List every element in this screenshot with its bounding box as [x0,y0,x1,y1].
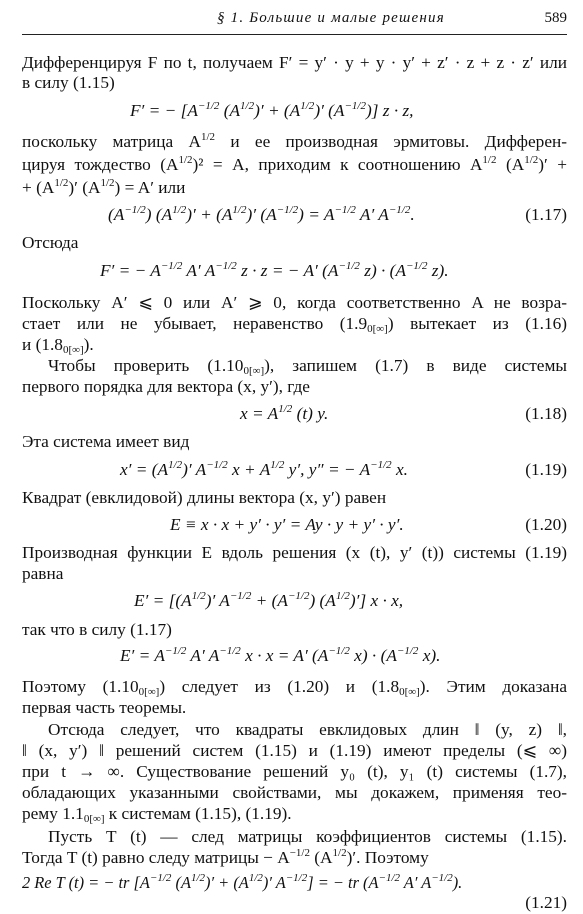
text-line: в силу (1.15) [22,73,115,92]
text-line: Пусть T (t) — след матрицы коэффициентов системы (1.15). [48,827,567,846]
text-line: Поэтому $(1.10_{0[\infty]})$ следует из (1.20) и $(1.8_{0[\infty]})$. Этим доказана [22,677,568,698]
text-line: так что в силу (1.17) [22,620,172,639]
text-line: Отсюда [22,233,79,252]
text-line: Производная функции E вдоль решения (x (t), y′ (t)) системы (1.19) [22,543,567,562]
running-title: § 1. Большие и малые решения [217,10,445,26]
text-line: первая часть теоремы. [22,698,187,717]
text-line: цируя тождество $(A^{1/2})^2 = A$, приходим к соотношению $A^{1/2}$ $(A^{1/2})'$ + [22,154,567,174]
text-line: Квадрат (евклидовой) длины вектора (x, y′) равен [22,488,387,507]
text-line: ‖ (x, y′) ‖ решений систем (1.15) и (1.19) имеют пределы (⩽ ∞) [22,741,567,760]
book-page: § 1. Большие и малые решения 589 Дифференцируя F по t, получаем F′ = y′ · y + y · y′ + z′ · z + z · z′ или в силу (1.15) F′ = − [$A^{-1/2}$ $(A^{1/2})' + (A^{1/2})'$ $(A^{-1/2})$] z · z, поскольку матрица $A^{1/2}$ и ее производная эрмитовы. Дифферен- цируя тождество $(A^{1/2})^2 = A$, приходим к соотношению $A^{1/2}$ $(A^{1/2})'$ + + $(A^{1/2})'$ $(A^{1/2}) = A'$ или $(A^{-1/2}) (A^{1/2})' + (A^{1/2})'$ $(A^{-1/2}) = A^{-1/2}$ A′ $A^{-1/2}$. (1.17) Отсюда F′ = − $A^{-1/2}$ A′ $A^{-1/2}$ z · z = − A′ ($A^{-1/2}$ $z) \cdot (A^{-1/2}$ z). Поскольку A′ ⩽ 0 или A′ ⩾ 0, когда соответственно A не возра- стает или не убывает, неравенство $(1.9_{0[\infty]})$ вытекает из (1.16) и $(1.8_{0[\infty]})$. Чтобы проверить $(1.10_{0[\infty]})$, запишем (1.7) в виде системы первого порядка для вектора (x, y′), где $x = A^{1/2}$ (t) y. (1.18) Эта система имеет вид $x' = (A^{1/2})'$ $A^{-1/2}$ $x + A^{1/2}$ y′, y″ = − $A^{-1/2}$ x. (1.19) Квадрат (евклидовой) длины вектора (x, y′) равен E ≡ x · x + y′ · y′ = Ay · y + y′ · y′. (1.20) Производная функции E вдоль решения (x (t), y′ (t)) системы (1.19) равна $E' = [(A^{1/2})'$ $A^{-1/2} + (A^{-1/2})$ $(A^{1/2})'$] x · x, так что в силу (1.17) $E' = A^{-1/2}$ A′ $A^{-1/2}$ x · x = A′ ($A^{-1/2}$ $x) \cdot (A^{-1/2}$ x). Поэтому $(1.10_{0[\infty]})$ следует из (1.20) и $(1.8_{0[\infty]})$. Этим доказана первая часть теоремы. Отсюда следует, что квадраты евклидовых длин ‖ (y, z) ‖, ‖ (x, y′) ‖ решений систем (1.15) и (1.19) имеют пределы (⩽ ∞) при t → ∞. Существование решений y₀ (t), y₁ (t) системы (1.7), обладающих указанными свойствами, мы докажем, применяя тео- рему $1.1_{0[\infty]}$ к системам (1.15), (1.19). Пусть T (t) — след матрицы коэффициентов системы (1.15). Тогда T (t) равно следу матрицы − $A^{-1/2}$ $(A^{1/2})'$. Поэтому 2 Re T (t) = − tr [$A^{-1/2}$ $(A^{1/2})' + (A^{1/2})'$ $A^{-1/2}$] = − tr ($A^{-1/2}$ A′ $A^{-1/2}$). (1.21) [22,10,568,912]
page-number: 589 [544,10,567,26]
text-line: Поскольку A′ ⩽ 0 или A′ ⩾ 0, когда соответственно A не возра- [22,293,567,312]
page-header [22,10,567,32]
text-line: первого порядка для вектора (x, y′), где [22,377,310,396]
text-line: равна [22,564,64,583]
text-line: стает или не убывает, неравенство $(1.9_{0[\infty]})$ вытекает из (1.16) [22,314,568,335]
text-line: Тогда T (t) равно следу матрицы − $A^{-1/2}$ $(A^{1/2})'$. Поэтому [22,847,429,867]
equation-number: (1.21) [525,893,567,912]
header-rule [22,34,567,35]
text-line: Эта система имеет вид [22,432,190,451]
text-line: и $(1.8_{0[\infty]})$. [22,335,94,356]
text-line: поскольку матрица $A^{1/2}$ и ее производная эрмитовы. Дифферен- [22,131,567,151]
text-line: Дифференцируя F по t, получаем F′ = y′ · y + y · y′ + z′ · z + z · z′ или [22,53,567,72]
text-line: + $(A^{1/2})'$ $(A^{1/2}) = A'$ или [22,177,186,197]
text-line: Чтобы проверить $(1.10_{0[\infty]})$, запишем (1.7) в виде системы [48,356,567,377]
text-line: обладающих указанными свойствами, мы докажем, применяя тео- [22,783,567,802]
text-line: рему $1.1_{0[\infty]}$ к системам (1.15), (1.19). [22,804,292,825]
text-line: при t → ∞. Существование решений y₀ (t), y₁ (t) системы (1.7), [22,762,567,781]
text-line: Отсюда следует, что квадраты евклидовых длин ‖ (y, z) ‖, [48,720,567,739]
